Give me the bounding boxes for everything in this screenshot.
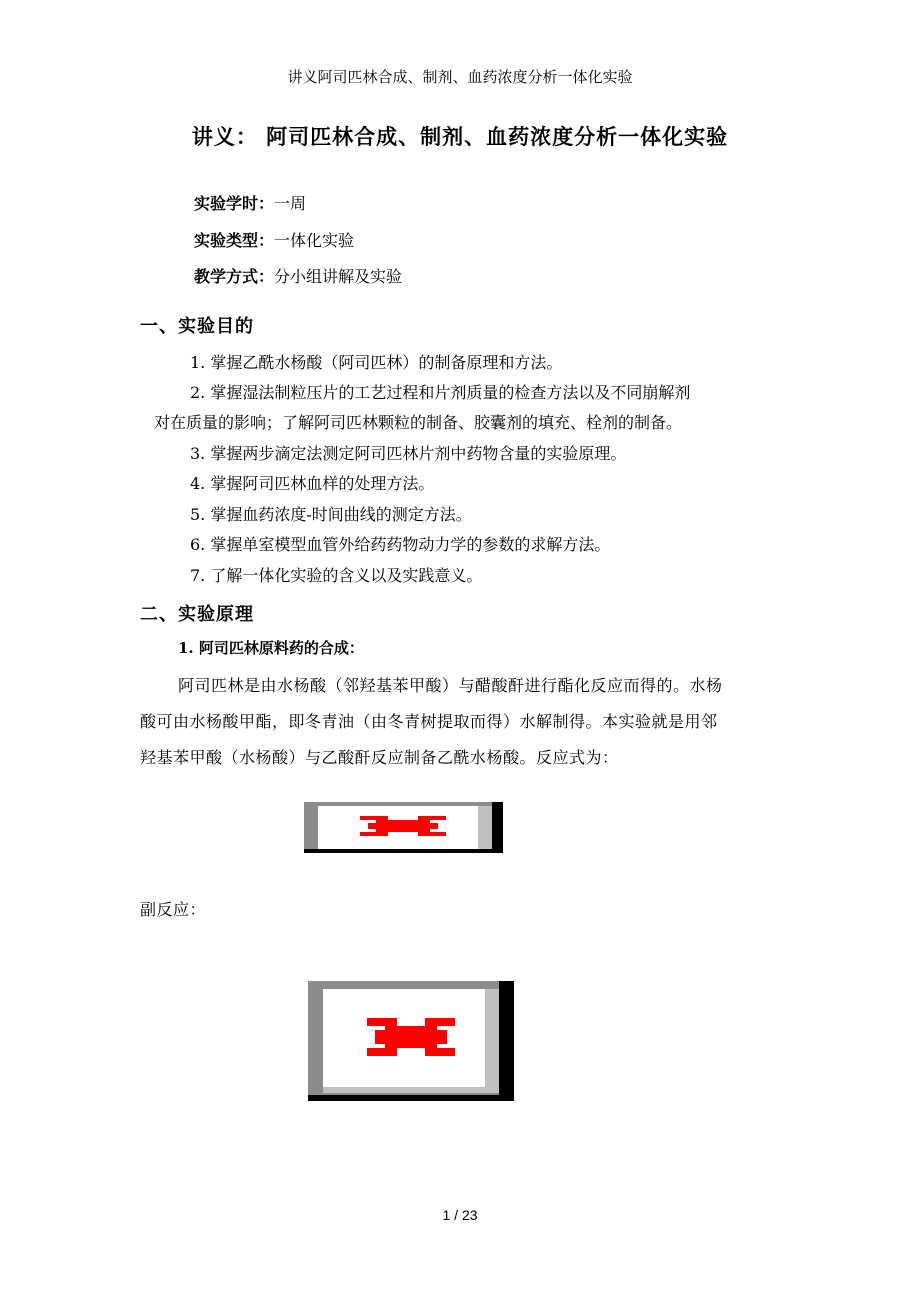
paragraph-line: 阿司匹林是由水杨酸（邻羟基苯甲酸）与醋酸酐进行酯化反应而得的。水杨	[178, 676, 723, 695]
meta-value: 一体化实验	[274, 231, 355, 250]
paragraph-line: 酸可由水杨酸甲酯，即冬青油（由冬青树提取而得）水解制得。本实验就是用邻	[140, 712, 718, 731]
broken-image-icon	[367, 1018, 455, 1056]
objective-item: 7. 了解一体化实验的含义以及实践意义。	[190, 566, 483, 585]
document-title: 讲义： 阿司匹林合成、制剂、血药浓度分析一体化实验	[191, 124, 729, 149]
meta-hours	[194, 191, 306, 214]
objective-item: 6. 掌握单室模型血管外给药药物动力学的参数的求解方法。	[190, 535, 611, 554]
section-heading-principle: 二、实验原理	[140, 604, 254, 625]
meta-method	[194, 264, 402, 287]
side-reaction-image-placeholder	[308, 981, 514, 1101]
section-heading-objectives: 一、实验目的	[140, 316, 254, 337]
objective-item: 2. 掌握湿法制粒压片的工艺过程和片剂质量的检查方法以及不同崩解剂	[190, 383, 691, 402]
side-reaction-label: 副反应：	[140, 900, 207, 919]
reaction-image-placeholder	[304, 802, 503, 853]
objective-item: 5. 掌握血药浓度-时间曲线的测定方法。	[190, 505, 472, 524]
meta-label: 教学方式：	[194, 267, 275, 286]
objective-item: 3. 掌握两步滴定法测定阿司匹林片剂中药物含量的实验原理。	[190, 444, 627, 463]
paragraph-line: 羟基苯甲酸（水杨酸）与乙酸酐反应制备乙酰水杨酸。反应式为：	[140, 748, 619, 767]
meta-value: 分小组讲解及实验	[274, 267, 403, 286]
objective-item: 4. 掌握阿司匹林血样的处理方法。	[190, 474, 435, 493]
running-header: 讲义阿司匹林合成、制剂、血药浓度分析一体化实验	[287, 68, 633, 86]
meta-value: 一周	[274, 194, 307, 213]
objective-item-continued: 对在质量的影响；了解阿司匹林颗粒的制备、胶囊剂的填充、栓剂的制备。	[154, 413, 683, 432]
meta-type	[194, 228, 354, 251]
meta-label: 实验学时：	[194, 194, 275, 213]
meta-label: 实验类型：	[194, 231, 275, 250]
objective-item: 1. 掌握乙酰水杨酸（阿司匹林）的制备原理和方法。	[190, 353, 563, 372]
subsection-heading: 1. 阿司匹林原料药的合成：	[178, 639, 364, 657]
broken-image-icon	[360, 816, 446, 836]
page-number: 1 / 23	[442, 1207, 478, 1223]
